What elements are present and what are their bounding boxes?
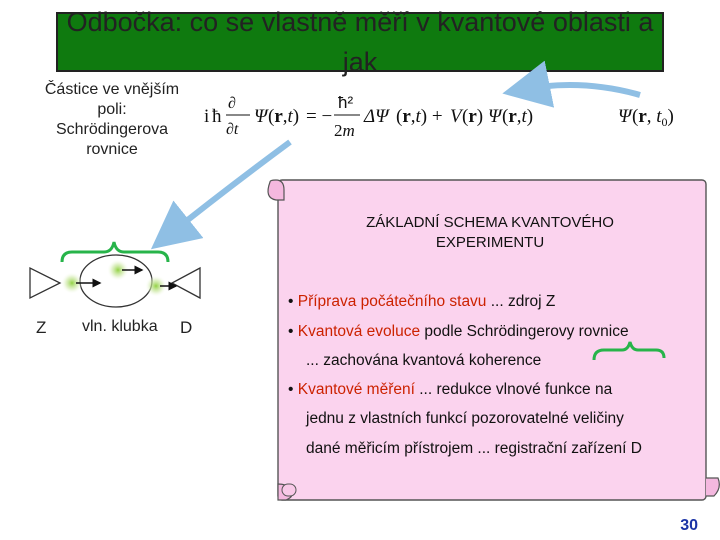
svg-text:2m: 2m bbox=[334, 121, 355, 140]
wavepacket-label: vln. klubka bbox=[82, 318, 158, 335]
svg-text:Ψ: Ψ bbox=[618, 106, 632, 127]
particle-line-4: rovnice bbox=[86, 141, 138, 158]
svg-text:(r,t): (r,t) bbox=[502, 106, 534, 127]
bullet-preparation-highlight: Příprava počátečního stavu bbox=[297, 293, 487, 310]
detector-label: D bbox=[180, 318, 193, 337]
detector-triangle bbox=[172, 268, 200, 298]
scroll-title bbox=[305, 213, 675, 253]
svg-text:ΔΨ: ΔΨ bbox=[364, 106, 389, 127]
svg-text:i: i bbox=[204, 106, 210, 127]
page-number: 30 bbox=[680, 517, 698, 534]
svg-text:ħ: ħ bbox=[212, 106, 222, 127]
source-triangle bbox=[30, 268, 60, 298]
particle-line-2: poli: bbox=[97, 101, 127, 118]
particle-line-3: Schrödingerova bbox=[55, 121, 169, 138]
bullet-evolution-cont: ... zachována kvantová koherence bbox=[306, 352, 542, 369]
svg-text:∂t: ∂t bbox=[226, 121, 239, 138]
svg-text:(r,t) +: (r,t) + bbox=[396, 106, 443, 127]
bullet-evolution-highlight: Kvantová evoluce bbox=[297, 323, 421, 340]
bullet-preparation-rest: ... zdroj Z bbox=[486, 293, 556, 310]
svg-text:(r,t): (r,t) bbox=[268, 106, 300, 127]
bullet-preparation: • Příprava počátečního stavu ... zdroj Z bbox=[288, 293, 556, 310]
bullet-evolution: • Kvantová evoluce podle Schrödingerovy rovnice bbox=[288, 323, 629, 340]
svg-text:Ψ: Ψ bbox=[254, 106, 268, 127]
bullet-measurement-rest: ... redukce vlnové funkce na bbox=[414, 381, 613, 398]
svg-text:(r): (r) bbox=[462, 106, 484, 127]
bullet-measurement: • Kvantové měření ... redukce vlnové funkce na bbox=[288, 381, 613, 398]
bullet-evolution-rest: podle Schrödingerovy rovnice bbox=[420, 323, 629, 340]
svg-text:V: V bbox=[450, 106, 462, 127]
bullet-measurement-highlight: Kvantové měření bbox=[297, 381, 415, 398]
source-label: Z bbox=[36, 318, 47, 337]
scroll-title-line-1: ZÁKLADNÍ SCHEMA KVANTOVÉHO bbox=[366, 214, 614, 231]
svg-text:(r, t0): (r, $t_0$) bbox=[632, 106, 674, 129]
svg-text:ħ²: ħ² bbox=[338, 93, 354, 112]
schrodinger-equation bbox=[198, 82, 698, 152]
svg-text:Ψ: Ψ bbox=[488, 106, 502, 127]
scroll-title-line-2: EXPERIMENTU bbox=[435, 234, 545, 251]
slide-title: Odbočka: co se vlastně měří v kvantové oblasti a jak bbox=[66, 7, 654, 77]
svg-text:= −: = − bbox=[306, 106, 333, 127]
particle-line-1: Částice ve vnějším bbox=[44, 81, 180, 98]
bullet-measurement-cont-1: jednu z vlastních funkcí pozorovatelné veličiny bbox=[306, 410, 624, 427]
svg-text:∂: ∂ bbox=[228, 95, 236, 112]
bullet-measurement-cont-2: dané měřicím přístrojem ... registrační zařízení D bbox=[306, 440, 642, 457]
